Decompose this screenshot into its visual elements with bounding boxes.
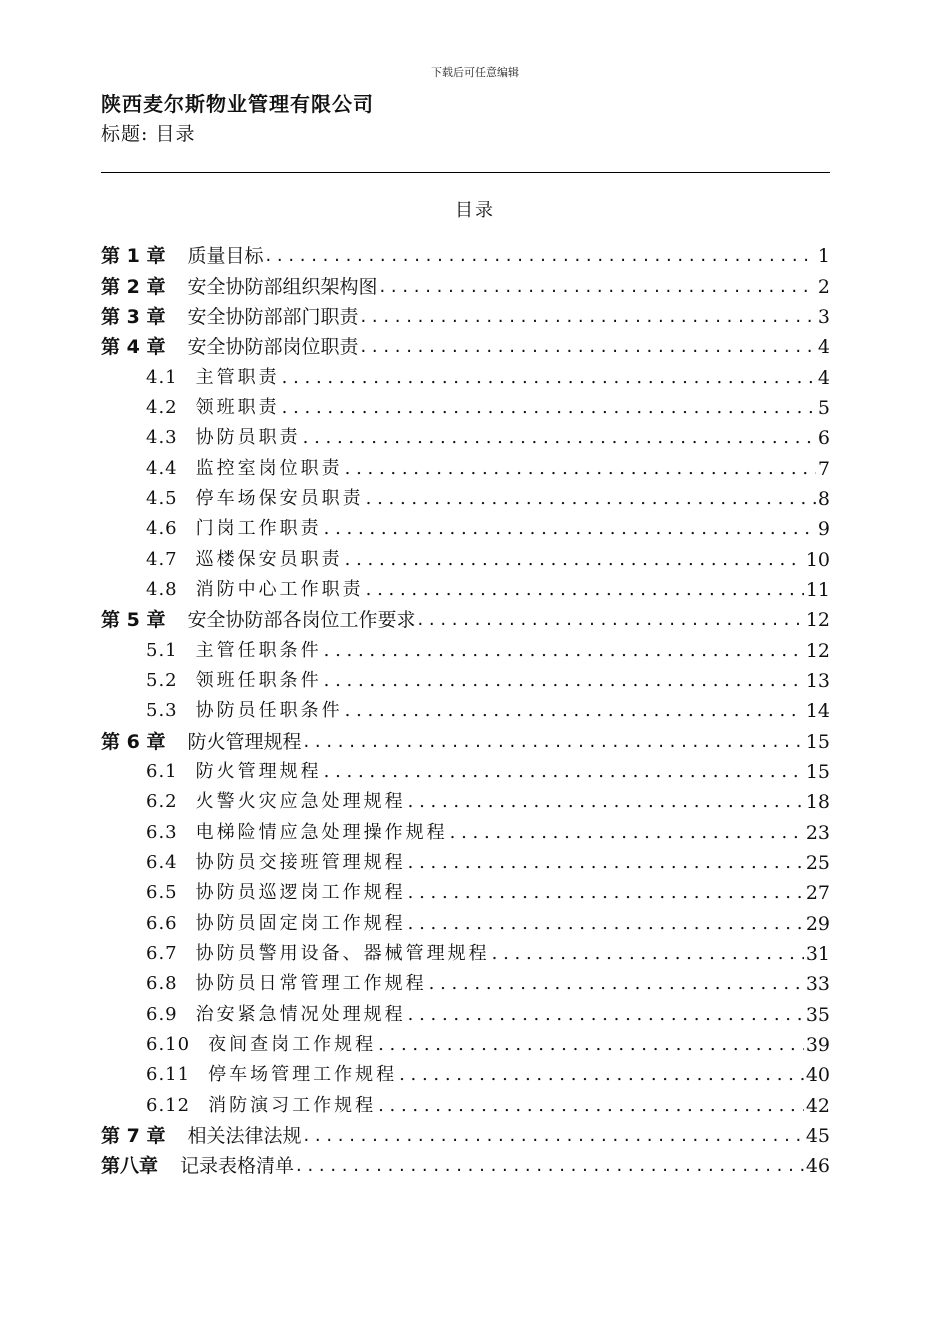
toc-chapter-entry[interactable] — [101, 1121, 830, 1151]
toc-section-entry[interactable] — [101, 909, 830, 939]
toc-leader-dots — [303, 1124, 803, 1148]
toc-entry-number: 6.1 — [146, 761, 178, 783]
toc-entry-title: 巡楼保安员职责 — [195, 548, 343, 570]
toc-entry-label — [146, 1033, 376, 1057]
toc-entry-label — [101, 335, 358, 359]
toc-leader-dots — [303, 730, 803, 754]
toc-entry-title: 协防员固定岗工作规程 — [195, 912, 406, 934]
toc-section-entry[interactable] — [101, 666, 830, 696]
toc-section-entry[interactable] — [101, 818, 830, 848]
toc-entry-number: 第 5 章 — [101, 609, 166, 632]
toc-leader-dots — [366, 487, 816, 511]
toc-entry-label — [146, 881, 406, 905]
toc-page-number: 31 — [805, 943, 830, 966]
toc-section-entry[interactable] — [101, 514, 830, 544]
toc-entry-title: 安全协防部组织架构图 — [187, 275, 378, 298]
toc-entry-title: 门岗工作职责 — [195, 518, 322, 540]
toc-entry-title: 协防员职责 — [195, 427, 301, 449]
toc-leader-dots — [282, 396, 816, 420]
toc-page-number: 12 — [805, 609, 830, 632]
toc-entry-number: 6.7 — [146, 943, 178, 965]
toc-page-number: 42 — [805, 1094, 830, 1117]
toc-chapter-entry[interactable] — [101, 241, 830, 271]
toc-section-entry[interactable] — [101, 969, 830, 999]
toc-page-number: 9 — [817, 518, 830, 541]
toc-entry-number: 6.4 — [146, 852, 178, 874]
toc-leader-dots — [303, 426, 816, 450]
toc-entry-number: 4.1 — [146, 366, 178, 388]
toc-section-entry[interactable] — [101, 575, 830, 605]
toc-page-number: 4 — [817, 366, 830, 389]
toc-leader-dots — [282, 366, 816, 390]
toc-entry-title: 领班任职条件 — [195, 669, 322, 691]
toc-leader-dots — [296, 1154, 804, 1178]
toc-page-number: 33 — [805, 973, 830, 996]
toc-entry-label — [146, 1063, 397, 1087]
toc-leader-dots — [360, 305, 815, 329]
toc-page-number: 12 — [805, 639, 830, 662]
toc-page-number: 39 — [805, 1034, 830, 1057]
toc-entry-title: 安全协防部部门职责 — [187, 305, 359, 328]
toc-page-number: 1 — [817, 245, 830, 268]
toc-section-entry[interactable] — [101, 1000, 830, 1030]
toc-entry-label — [146, 699, 343, 723]
toc-entry-label — [146, 790, 406, 814]
toc-title: 目录 — [455, 200, 495, 221]
toc-entry-number: 第 2 章 — [101, 275, 166, 298]
company-name: 陕西麦尔斯物业管理有限公司 — [101, 92, 374, 116]
toc-entry-title: 电梯险情应急处理操作规程 — [195, 821, 448, 843]
toc-entry-number: 4.2 — [146, 396, 178, 418]
toc-entry-label — [146, 396, 280, 420]
toc-entry-label — [101, 608, 415, 632]
toc-entry-title: 协防员任职条件 — [195, 700, 343, 722]
toc-leader-dots — [324, 669, 804, 693]
document-subject: 标题: 目录 — [101, 123, 196, 145]
toc-entry-title: 领班职责 — [195, 396, 280, 418]
toc-leader-dots — [399, 1063, 804, 1087]
toc-entry-title: 相关法律法规 — [187, 1125, 302, 1148]
toc-entry-number: 6.11 — [146, 1064, 191, 1086]
toc-entry-label — [146, 1003, 406, 1027]
toc-entry-title: 防火管理规程 — [187, 730, 302, 753]
toc-entry-label — [146, 517, 322, 541]
toc-entry-label — [101, 305, 358, 329]
toc-section-entry[interactable] — [101, 484, 830, 514]
toc-section-entry[interactable] — [101, 939, 830, 969]
toc-leader-dots — [345, 548, 804, 572]
toc-chapter-entry[interactable] — [101, 727, 830, 757]
toc-entry-number: 第 1 章 — [101, 245, 166, 268]
toc-entry-label — [146, 366, 280, 390]
toc-entry-number: 第 7 章 — [101, 1125, 166, 1148]
toc-entry-title: 火警火灾应急处理规程 — [195, 791, 406, 813]
toc-chapter-entry[interactable] — [101, 332, 830, 362]
toc-leader-dots — [450, 821, 804, 845]
toc-entry-title: 主管职责 — [195, 366, 280, 388]
toc-section-entry[interactable] — [101, 393, 830, 423]
toc-entry-number: 5.3 — [146, 700, 178, 722]
toc-leader-dots — [408, 912, 804, 936]
toc-entry-title: 监控室岗位职责 — [195, 457, 343, 479]
toc-page-number: 10 — [805, 548, 830, 571]
toc-leader-dots — [360, 335, 815, 359]
toc-entry-number: 6.6 — [146, 912, 178, 934]
toc-entry-title: 安全协防部各岗位工作要求 — [187, 609, 416, 632]
toc-entry-number: 5.1 — [146, 639, 178, 661]
toc-entry-label — [146, 487, 364, 511]
toc-entry-title: 安全协防部岗位职责 — [187, 336, 359, 359]
toc-page-number: 35 — [805, 1003, 830, 1026]
toc-entry-number: 6.12 — [146, 1094, 191, 1116]
toc-page-number: 46 — [805, 1155, 830, 1178]
toc-chapter-entry[interactable] — [101, 1151, 830, 1181]
toc-entry-number: 5.2 — [146, 669, 178, 691]
header-note: 下载后可任意编辑 — [431, 66, 519, 79]
toc-page-number: 2 — [817, 275, 830, 298]
toc-entry-label — [146, 669, 322, 693]
toc-leader-dots — [417, 608, 803, 632]
toc-entry-title: 停车场保安员职责 — [195, 487, 364, 509]
header-divider — [101, 172, 830, 173]
toc-entry-title: 质量目标 — [187, 245, 264, 268]
toc-entry-label — [101, 1124, 301, 1148]
toc-chapter-entry[interactable] — [101, 271, 830, 301]
toc-entry-number: 第 4 章 — [101, 336, 166, 359]
toc-entry-number: 第 3 章 — [101, 305, 166, 328]
toc-leader-dots — [492, 942, 804, 966]
toc-entry-number: 6.8 — [146, 973, 178, 995]
toc-entry-label — [101, 730, 301, 754]
toc-entry-title: 消防中心工作职责 — [195, 578, 364, 600]
toc-entry-label — [101, 275, 377, 299]
toc-leader-dots — [379, 275, 815, 299]
toc-section-entry[interactable] — [101, 1060, 830, 1090]
toc-entry-title: 防火管理规程 — [195, 761, 322, 783]
toc-page-number: 18 — [805, 791, 830, 814]
toc-leader-dots — [408, 1003, 804, 1027]
toc-chapter-entry[interactable] — [101, 605, 830, 635]
toc-entry-title: 记录表格清单 — [180, 1155, 295, 1178]
toc-section-entry[interactable] — [101, 878, 830, 908]
toc-entry-label — [146, 548, 343, 572]
toc-page-number: 27 — [805, 882, 830, 905]
toc-entry-title: 主管任职条件 — [195, 639, 322, 661]
toc-entry-number: 4.5 — [146, 487, 178, 509]
toc-page-number: 45 — [805, 1125, 830, 1148]
toc-entry-number: 4.7 — [146, 548, 178, 570]
toc-page-number: 25 — [805, 852, 830, 875]
toc-page-number: 11 — [805, 578, 830, 601]
toc-page-number: 6 — [817, 427, 830, 450]
toc-entry-number: 4.4 — [146, 457, 178, 479]
toc-page-number: 3 — [817, 305, 830, 328]
toc-leader-dots — [345, 699, 804, 723]
toc-page-number: 40 — [805, 1064, 830, 1087]
toc-entry-label — [146, 851, 406, 875]
toc-entry-label — [101, 1154, 294, 1178]
toc-entry-label — [146, 426, 301, 450]
toc-entry-title: 治安紧急情况处理规程 — [195, 1003, 406, 1025]
toc-leader-dots — [366, 578, 804, 602]
toc-page-number: 15 — [805, 730, 830, 753]
toc-section-entry[interactable] — [101, 757, 830, 787]
toc-entry-title: 协防员交接班管理规程 — [195, 852, 406, 874]
toc-entry-label — [146, 578, 364, 602]
toc-entry-label — [146, 972, 427, 996]
toc-entry-number: 6.10 — [146, 1034, 191, 1056]
toc-section-entry[interactable] — [101, 1091, 830, 1121]
toc-entry-label — [101, 244, 263, 268]
toc-entry-label — [146, 912, 406, 936]
toc-leader-dots — [408, 851, 804, 875]
toc-entry-number: 6.2 — [146, 791, 178, 813]
toc-section-entry[interactable] — [101, 635, 830, 665]
toc-leader-dots — [378, 1033, 804, 1057]
toc-entry-number: 第 6 章 — [101, 730, 166, 753]
toc-entry-title: 消防演习工作规程 — [208, 1094, 377, 1116]
toc-section-entry[interactable] — [101, 1030, 830, 1060]
toc-section-entry[interactable] — [101, 544, 830, 574]
toc-entry-label — [146, 1094, 376, 1118]
toc-leader-dots — [429, 972, 804, 996]
toc-entry-number: 4.8 — [146, 578, 178, 600]
toc-chapter-entry[interactable] — [101, 302, 830, 332]
table-of-contents — [101, 241, 830, 1182]
toc-entry-title: 协防员巡逻岗工作规程 — [195, 882, 406, 904]
toc-section-entry[interactable] — [101, 848, 830, 878]
toc-leader-dots — [265, 244, 815, 268]
toc-entry-label — [146, 821, 448, 845]
toc-entry-label — [146, 639, 322, 663]
toc-entry-label — [146, 942, 490, 966]
toc-leader-dots — [324, 517, 816, 541]
toc-page-number: 4 — [817, 336, 830, 359]
toc-entry-label — [146, 457, 343, 481]
toc-leader-dots — [378, 1094, 804, 1118]
toc-page-number: 5 — [817, 396, 830, 419]
toc-entry-number: 4.6 — [146, 518, 178, 540]
toc-entry-number: 6.5 — [146, 882, 178, 904]
toc-page-number: 7 — [817, 457, 830, 480]
toc-entry-title: 协防员日常管理工作规程 — [195, 973, 427, 995]
toc-entry-label — [146, 760, 322, 784]
toc-section-entry[interactable] — [101, 696, 830, 726]
toc-leader-dots — [324, 760, 804, 784]
toc-page-number: 8 — [817, 487, 830, 510]
toc-entry-number: 4.3 — [146, 427, 178, 449]
toc-page-number: 13 — [805, 669, 830, 692]
toc-leader-dots — [408, 881, 804, 905]
toc-page-number: 14 — [805, 700, 830, 723]
toc-entry-title: 停车场管理工作规程 — [208, 1064, 398, 1086]
toc-page-number: 23 — [805, 821, 830, 844]
toc-leader-dots — [324, 639, 804, 663]
toc-section-entry[interactable] — [101, 423, 830, 453]
toc-page-number: 15 — [805, 761, 830, 784]
toc-entry-title: 夜间查岗工作规程 — [208, 1034, 377, 1056]
toc-entry-title: 协防员警用设备、器械管理规程 — [195, 943, 490, 965]
toc-leader-dots — [345, 457, 816, 481]
toc-section-entry[interactable] — [101, 362, 830, 392]
toc-section-entry[interactable] — [101, 787, 830, 817]
toc-entry-number: 6.3 — [146, 821, 178, 843]
toc-page-number: 29 — [805, 912, 830, 935]
toc-entry-number: 第八章 — [101, 1155, 159, 1178]
toc-section-entry[interactable] — [101, 453, 830, 483]
toc-leader-dots — [408, 790, 804, 814]
toc-entry-number: 6.9 — [146, 1003, 178, 1025]
